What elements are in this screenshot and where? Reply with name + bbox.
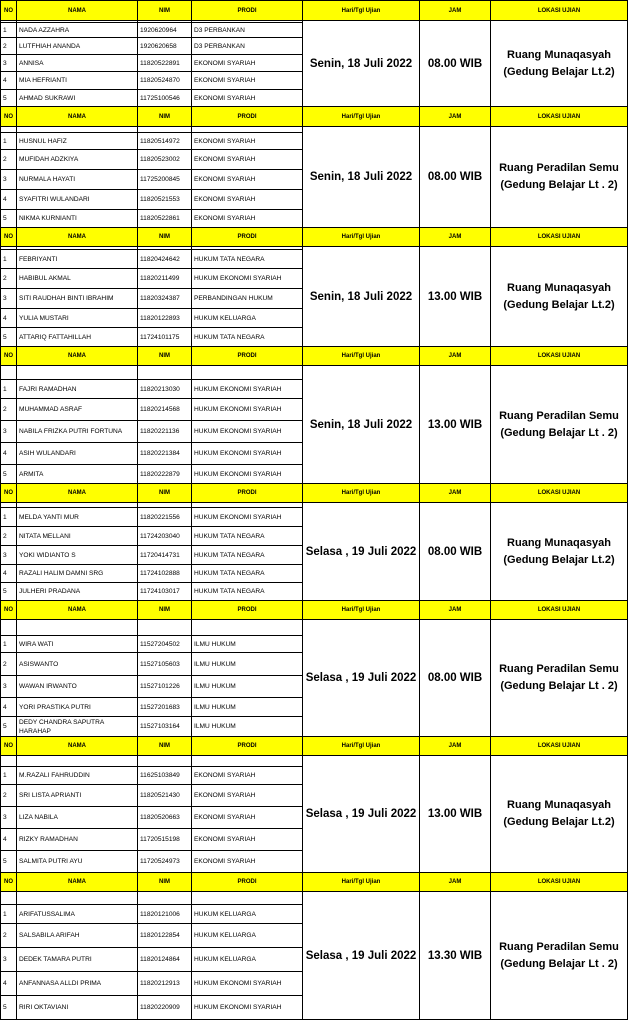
student-nim: 11724102888 [138,565,192,583]
header-row [1,347,628,366]
student-prodi: HUKUM EKONOMI SYARIAH [192,996,303,1020]
header-no: NO [1,228,17,247]
exam-building: (Gedung Belajar Lt.2) [503,553,615,566]
student-nim: 11820522861 [138,210,192,228]
student-no: 1 [1,636,17,653]
header-prodi: PRODI [192,873,303,892]
header-hari: Hari/Tgl Ujian [303,737,420,756]
student-name: NIKMA KURNIANTI [17,210,138,228]
header-nim: NIM [138,347,192,366]
student-prodi: EKONOMI SYARIAH [192,150,303,170]
spacer-row [1,892,628,905]
header-row [1,107,628,127]
student-no: 5 [1,90,17,107]
spacer-cell [1,366,17,380]
student-nim: 11724203040 [138,527,192,546]
student-name: SYAFITRI WULANDARI [17,190,138,210]
student-no: 4 [1,190,17,210]
student-name: MELDA YANTI MUR [17,508,138,527]
spacer-cell [1,892,17,905]
student-prodi: HUKUM EKONOMI SYARIAH [192,508,303,527]
student-name: WIRA WATI [17,636,138,653]
header-jam: JAM [420,228,491,247]
student-name: FEBRIYANTI [17,250,138,269]
header-no: NO [1,107,17,127]
student-nim: 11527101226 [138,676,192,698]
exam-building: (Gedung Belajar Lt . 2) [500,426,618,439]
exam-location [491,21,628,107]
student-prodi: ILMU HUKUM [192,653,303,676]
student-name: ASIH WULANDARI [17,443,138,465]
student-prodi: HUKUM EKONOMI SYARIAH [192,972,303,996]
student-prodi: EKONOMI SYARIAH [192,190,303,210]
student-no: 4 [1,565,17,583]
student-prodi: HUKUM KELUARGA [192,948,303,972]
header-hari: Hari/Tgl Ujian [303,107,420,127]
header-row [1,1,628,21]
student-prodi: ILMU HUKUM [192,717,303,737]
student-no: 1 [1,250,17,269]
exam-building: (Gedung Belajar Lt.2) [503,298,615,311]
header-nim: NIM [138,228,192,247]
header-hari: Hari/Tgl Ujian [303,228,420,247]
header-nama: NAMA [17,737,138,756]
student-prodi: HUKUM EKONOMI SYARIAH [192,380,303,399]
student-nim: 11820212913 [138,972,192,996]
student-nim: 11820221556 [138,508,192,527]
header-nim: NIM [138,737,192,756]
student-no: 5 [1,851,17,873]
exam-location [491,620,628,737]
exam-day: Senin, 18 Juli 2022 [303,247,420,347]
student-name: MIA HEFRIANTI [17,72,138,90]
student-prodi: HUKUM EKONOMI SYARIAH [192,443,303,465]
student-nim: 1920620964 [138,23,192,38]
student-nim: 11527204502 [138,636,192,653]
student-no: 5 [1,210,17,228]
student-prodi: EKONOMI SYARIAH [192,133,303,150]
student-prodi: EKONOMI SYARIAH [192,90,303,107]
student-nim: 11820121006 [138,905,192,924]
header-nama: NAMA [17,873,138,892]
spacer-cell [138,620,192,636]
student-no: 2 [1,527,17,546]
student-nim: 11820520663 [138,807,192,829]
student-no: 3 [1,807,17,829]
header-nim: NIM [138,1,192,21]
student-prodi: HUKUM TATA NEGARA [192,583,303,601]
exam-room: Ruang Munaqasyah [507,799,611,811]
student-nim: 11820521430 [138,785,192,807]
header-jam: JAM [420,601,491,620]
student-no: 3 [1,289,17,309]
exam-day: Senin, 18 Juli 2022 [303,366,420,484]
header-nama: NAMA [17,601,138,620]
student-name: HUSNUL HAFIZ [17,133,138,150]
spacer-cell [17,756,138,767]
header-hari: Hari/Tgl Ujian [303,347,420,366]
student-prodi: D3 PERBANKAN [192,38,303,55]
student-name: ARMITA [17,465,138,484]
student-no: 4 [1,972,17,996]
student-nim: 11720414731 [138,546,192,565]
student-nim: 11820122893 [138,309,192,328]
student-name: LUTFHIAH ANANDA [17,38,138,55]
student-nim: 11820213030 [138,380,192,399]
student-no: 5 [1,717,17,737]
student-name: M.RAZALI FAHRUDDIN [17,767,138,785]
spacer-cell [192,892,303,905]
student-prodi: EKONOMI SYARIAH [192,170,303,190]
header-nama: NAMA [17,484,138,503]
spacer-cell [1,620,17,636]
student-no: 1 [1,767,17,785]
spacer-cell [138,366,192,380]
student-prodi: HUKUM KELUARGA [192,309,303,328]
header-hari: Hari/Tgl Ujian [303,601,420,620]
header-no: NO [1,873,17,892]
student-prodi: HUKUM TATA NEGARA [192,546,303,565]
header-lokasi: LOKASI UJIAN [491,484,628,503]
student-prodi: EKONOMI SYARIAH [192,72,303,90]
student-nim: 1920620658 [138,38,192,55]
student-nim: 11820221136 [138,421,192,443]
student-no: 4 [1,309,17,328]
student-nim: 11820521553 [138,190,192,210]
student-no: 3 [1,170,17,190]
spacer-cell [192,620,303,636]
student-name: SRI LISTA APRIANTI [17,785,138,807]
student-no: 5 [1,583,17,601]
student-no: 2 [1,785,17,807]
student-name: YULIA MUSTARI [17,309,138,328]
exam-time: 13.30 WIB [420,892,491,1020]
student-name: NURMALA HAYATI [17,170,138,190]
exam-day: Selasa , 19 Juli 2022 [303,503,420,601]
student-prodi: HUKUM TATA NEGARA [192,527,303,546]
student-no: 4 [1,443,17,465]
exam-day: Selasa , 19 Juli 2022 [303,620,420,737]
student-nim: 11820222879 [138,465,192,484]
spacer-row [1,756,628,767]
student-name: ARIFATUSSALIMA [17,905,138,924]
exam-time: 13.00 WIB [420,756,491,873]
header-hari: Hari/Tgl Ujian [303,484,420,503]
student-nim: 11820523002 [138,150,192,170]
student-prodi: EKONOMI SYARIAH [192,829,303,851]
student-nim: 11720515198 [138,829,192,851]
student-nim: 11527105603 [138,653,192,676]
student-prodi: EKONOMI SYARIAH [192,785,303,807]
spacer-cell [192,366,303,380]
exam-location [491,756,628,873]
student-name: AHMAD SUKRAWI [17,90,138,107]
student-prodi: ILMU HUKUM [192,636,303,653]
student-prodi: HUKUM EKONOMI SYARIAH [192,421,303,443]
header-lokasi: LOKASI UJIAN [491,1,628,21]
spacer-cell [1,756,17,767]
exam-time: 08.00 WIB [420,503,491,601]
exam-location [491,366,628,484]
student-nim: 11820122854 [138,924,192,948]
student-name: DEDY CHANDRA SAPUTRA HARAHAP [17,717,138,737]
student-prodi: HUKUM TATA NEGARA [192,250,303,269]
exam-building: (Gedung Belajar Lt.2) [503,816,615,828]
student-no: 3 [1,55,17,72]
student-no: 2 [1,399,17,421]
student-no: 1 [1,380,17,399]
student-no: 5 [1,996,17,1020]
spacer-cell [138,756,192,767]
student-name: WAWAN IRWANTO [17,676,138,698]
spacer-cell [192,756,303,767]
exam-day: Senin, 18 Juli 2022 [303,127,420,228]
header-lokasi: LOKASI UJIAN [491,228,628,247]
spacer-row [1,620,628,636]
student-name: LIZA NABILA [17,807,138,829]
student-prodi: HUKUM KELUARGA [192,905,303,924]
student-no: 2 [1,38,17,55]
header-nama: NAMA [17,1,138,21]
student-nim: 11820324387 [138,289,192,309]
student-nim: 11820524870 [138,72,192,90]
header-row [1,484,628,503]
student-prodi: EKONOMI SYARIAH [192,851,303,873]
header-prodi: PRODI [192,1,303,21]
exam-time: 13.00 WIB [420,366,491,484]
student-prodi: EKONOMI SYARIAH [192,210,303,228]
header-hari: Hari/Tgl Ujian [303,1,420,21]
student-name: JULHERI PRADANA [17,583,138,601]
student-nim: 11725100546 [138,90,192,107]
header-no: NO [1,347,17,366]
header-no: NO [1,484,17,503]
exam-location [491,247,628,347]
header-jam: JAM [420,737,491,756]
student-no: 3 [1,421,17,443]
header-prodi: PRODI [192,737,303,756]
header-lokasi: LOKASI UJIAN [491,737,628,756]
header-jam: JAM [420,347,491,366]
student-prodi: HUKUM KELUARGA [192,924,303,948]
student-name: MUFIDAH ADZKIYA [17,150,138,170]
student-nim: 11625103849 [138,767,192,785]
header-no: NO [1,737,17,756]
student-nim: 11724103017 [138,583,192,601]
student-name: FAJRI RAMADHAN [17,380,138,399]
student-prodi: D3 PERBANKAN [192,23,303,38]
exam-room: Ruang Munaqasyah [507,536,611,549]
exam-location [491,892,628,1020]
header-jam: JAM [420,873,491,892]
student-prodi: HUKUM TATA NEGARA [192,328,303,347]
header-prodi: PRODI [192,484,303,503]
student-prodi: HUKUM EKONOMI SYARIAH [192,269,303,289]
student-name: RIRI OKTAVIANI [17,996,138,1020]
exam-room: Ruang Munaqasyah [507,48,611,61]
exam-time: 13.00 WIB [420,247,491,347]
student-no: 2 [1,150,17,170]
exam-building: (Gedung Belajar Lt . 2) [500,957,618,970]
student-no: 3 [1,948,17,972]
header-prodi: PRODI [192,347,303,366]
header-nama: NAMA [17,228,138,247]
student-prodi: HUKUM EKONOMI SYARIAH [192,465,303,484]
student-no: 3 [1,676,17,698]
header-prodi: PRODI [192,601,303,620]
header-row [1,228,628,247]
student-prodi: HUKUM TATA NEGARA [192,565,303,583]
spacer-cell [17,892,138,905]
student-nim: 11725200845 [138,170,192,190]
student-no: 3 [1,546,17,565]
student-name: NITATA MELLANI [17,527,138,546]
student-name: NADA AZZAHRA [17,23,138,38]
student-name: ATTARIQ FATTAHILLAH [17,328,138,347]
student-no: 1 [1,133,17,150]
exam-time: 08.00 WIB [420,127,491,228]
header-no: NO [1,1,17,21]
exam-location [491,503,628,601]
header-lokasi: LOKASI UJIAN [491,107,628,127]
student-name: SALSABILA ARIFAH [17,924,138,948]
student-name: YOKI WIDIANTO S [17,546,138,565]
student-name: RAZALI HALIM DAMNI SRG [17,565,138,583]
header-jam: JAM [420,107,491,127]
spacer-cell [138,892,192,905]
exam-room: Ruang Peradilan Semu [499,409,619,422]
header-jam: JAM [420,1,491,21]
student-no: 4 [1,698,17,717]
student-nim: 11820211499 [138,269,192,289]
header-lokasi: LOKASI UJIAN [491,601,628,620]
exam-room: Ruang Peradilan Semu [499,940,619,953]
student-name: RIZKY RAMADHAN [17,829,138,851]
student-nim: 11820514972 [138,133,192,150]
header-row [1,873,628,892]
header-nim: NIM [138,107,192,127]
exam-location [491,127,628,228]
spacer-row [1,366,628,380]
header-prodi: PRODI [192,107,303,127]
student-prodi: ILMU HUKUM [192,676,303,698]
student-nim: 11724101175 [138,328,192,347]
exam-building: (Gedung Belajar Lt . 2) [500,179,618,191]
student-prodi: EKONOMI SYARIAH [192,55,303,72]
exam-building: (Gedung Belajar Lt . 2) [500,680,618,692]
exam-room: Ruang Peradilan Semu [499,162,619,174]
student-name: MUHAMMAD ASRAF [17,399,138,421]
spacer-cell [17,620,138,636]
student-name: HABIBUL AKMAL [17,269,138,289]
exam-day: Selasa , 19 Juli 2022 [303,892,420,1020]
student-no: 1 [1,508,17,527]
student-no: 2 [1,269,17,289]
exam-building: (Gedung Belajar Lt.2) [503,65,615,78]
exam-room: Ruang Munaqasyah [507,281,611,294]
student-prodi: EKONOMI SYARIAH [192,767,303,785]
student-nim: 11527201683 [138,698,192,717]
student-no: 1 [1,23,17,38]
student-no: 4 [1,829,17,851]
student-name: SITI RAUDHAH BINTI IBRAHIM [17,289,138,309]
student-no: 2 [1,924,17,948]
student-no: 4 [1,72,17,90]
student-prodi: ILMU HUKUM [192,698,303,717]
header-row [1,737,628,756]
student-name: NABILA FRIZKA PUTRI FORTUNA [17,421,138,443]
student-no: 5 [1,328,17,347]
student-nim: 11820214568 [138,399,192,421]
student-nim: 11820522891 [138,55,192,72]
header-nama: NAMA [17,107,138,127]
header-hari: Hari/Tgl Ujian [303,873,420,892]
student-nim: 11820220909 [138,996,192,1020]
header-nim: NIM [138,601,192,620]
student-nim: 11720524973 [138,851,192,873]
student-nim: 11820221384 [138,443,192,465]
student-name: YORI PRASTIKA PUTRI [17,698,138,717]
exam-time: 08.00 WIB [420,21,491,107]
student-nim: 11820124864 [138,948,192,972]
header-row [1,601,628,620]
header-nim: NIM [138,484,192,503]
student-no: 5 [1,465,17,484]
header-jam: JAM [420,484,491,503]
student-nim: 11527103164 [138,717,192,737]
header-nama: NAMA [17,347,138,366]
header-prodi: PRODI [192,228,303,247]
student-prodi: EKONOMI SYARIAH [192,807,303,829]
student-name: ASISWANTO [17,653,138,676]
exam-day: Senin, 18 Juli 2022 [303,21,420,107]
exam-room: Ruang Peradilan Semu [499,663,619,675]
student-prodi: HUKUM EKONOMI SYARIAH [192,399,303,421]
spacer-cell [17,366,138,380]
student-prodi: PERBANDINGAN HUKUM [192,289,303,309]
student-name: DEDEK TAMARA PUTRI [17,948,138,972]
exam-day: Selasa , 19 Juli 2022 [303,756,420,873]
student-name: ANFANNASA ALLDI PRIMA [17,972,138,996]
student-name: ANNISA [17,55,138,72]
header-lokasi: LOKASI UJIAN [491,347,628,366]
exam-time: 08.00 WIB [420,620,491,737]
student-nim: 11820424642 [138,250,192,269]
header-nim: NIM [138,873,192,892]
student-no: 1 [1,905,17,924]
student-name: SALMITA PUTRI AYU [17,851,138,873]
header-lokasi: LOKASI UJIAN [491,873,628,892]
header-no: NO [1,601,17,620]
student-no: 2 [1,653,17,676]
